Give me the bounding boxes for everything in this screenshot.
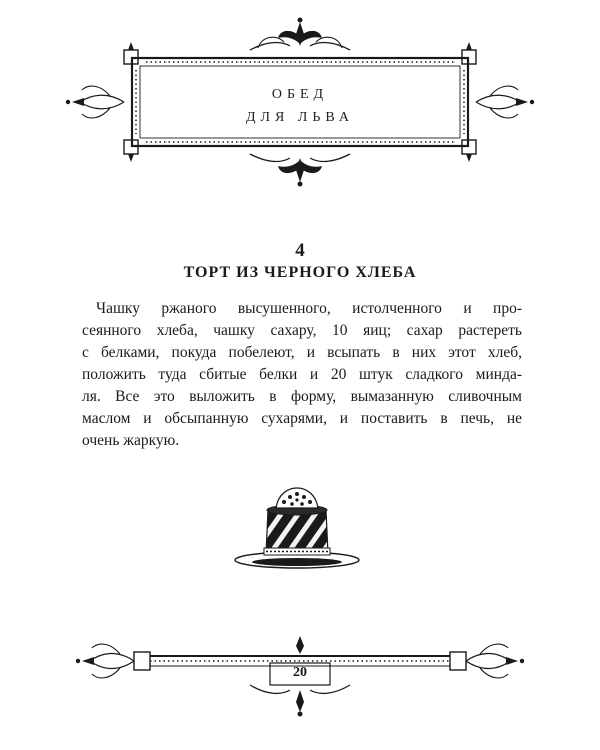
recipe-body-line: положить туда сбитые белки и 20 штук сладкого минда- bbox=[82, 366, 522, 383]
recipe-body bbox=[82, 298, 522, 452]
recipe-body-line: сеянного хлеба, чашку сахару, 10 яиц; сахар растереть bbox=[82, 322, 522, 339]
recipe-number: 4 bbox=[295, 240, 305, 261]
page-number: 20 bbox=[293, 665, 307, 680]
recipe-body-line: Чашку ржаного высушенного, истолченного и про- bbox=[96, 300, 522, 317]
recipe-body-line: ля. Все это выложить в форму, вымазанную сливочным bbox=[82, 388, 522, 405]
header-title-line2: ДЛЯ ЛЬВА bbox=[246, 110, 354, 125]
recipe-body-line: маслом и обсыпанную сухарями, и поставить в печь, не bbox=[82, 410, 522, 427]
cake-illustration bbox=[232, 482, 362, 577]
recipe-body-line: очень жаркую. bbox=[82, 432, 180, 449]
header-title-line1: ОБЕД bbox=[271, 87, 329, 102]
footer-ornamental-frame bbox=[0, 632, 600, 750]
recipe-body-line: с белками, покуда побелеют, и всыпать в них этот хлеб, bbox=[82, 344, 522, 361]
recipe-title: ТОРТ ИЗ ЧЕРНОГО ХЛЕБА bbox=[183, 264, 417, 281]
